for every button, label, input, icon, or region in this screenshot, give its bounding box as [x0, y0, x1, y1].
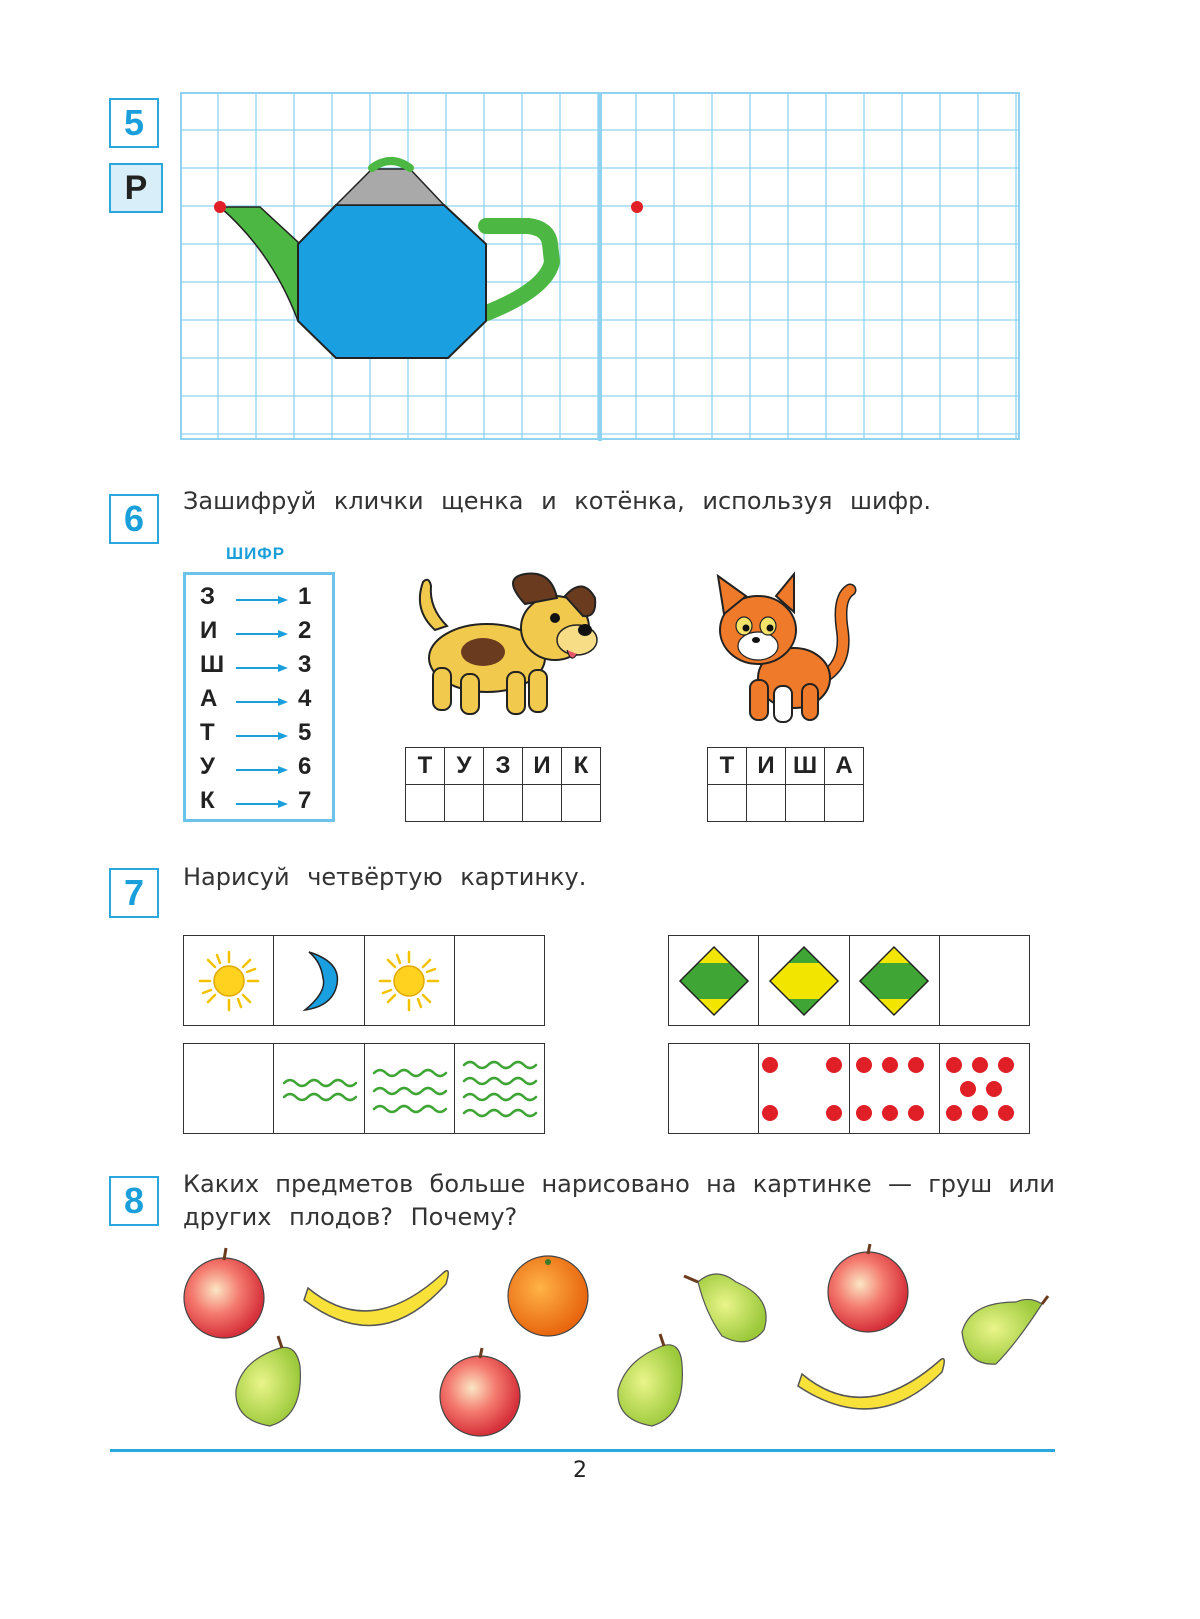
banana-icon	[304, 1271, 448, 1326]
strip-answer-cell[interactable]	[669, 1044, 759, 1133]
strip-cell	[940, 1044, 1029, 1133]
pear-icon	[618, 1334, 683, 1426]
start-dot-left	[214, 201, 226, 213]
arrow-right-icon	[236, 663, 288, 673]
cipher-digit: 1	[298, 583, 312, 610]
strip-cell	[184, 936, 274, 1025]
strip-cell	[365, 1044, 455, 1133]
task-5-tag: Р	[109, 163, 163, 213]
kitten-letter-cell: А	[825, 748, 864, 785]
arrow-right-icon	[236, 731, 288, 741]
cipher-row	[186, 753, 332, 787]
strip-cell	[274, 936, 364, 1025]
teapot-knob	[372, 161, 410, 168]
cipher-letter: К	[200, 787, 215, 814]
banana-icon	[798, 1359, 944, 1409]
start-dot-right	[631, 201, 643, 213]
diamond-icon	[858, 945, 930, 1017]
puppy-letter-cell: К	[562, 748, 601, 785]
arrow-right-icon	[236, 697, 288, 707]
waves-icon	[370, 1049, 448, 1129]
arrow-right-icon	[236, 765, 288, 775]
kitten-letter-cell: И	[747, 748, 786, 785]
arrow-right-icon	[236, 629, 288, 639]
pear-icon	[236, 1336, 301, 1426]
strip-cell	[850, 1044, 940, 1133]
puppy-letter-cell: Т	[406, 748, 445, 785]
puppy-answer-cell[interactable]	[445, 785, 484, 822]
kitten-answer-cell[interactable]	[708, 785, 747, 822]
cipher-row	[186, 685, 332, 719]
puppy-name-grid	[405, 747, 601, 822]
dots-4-icon	[760, 1049, 848, 1129]
strip-answer-cell[interactable]	[940, 936, 1029, 1025]
cipher-digit: 4	[298, 685, 312, 712]
arrow-right-icon	[236, 799, 288, 809]
task-5-number: 5	[109, 98, 159, 148]
orange-icon	[508, 1256, 588, 1336]
apple-icon	[440, 1348, 520, 1436]
task-7-text: Нарисуй четвёртую картинку.	[183, 863, 587, 891]
sun-icon	[196, 948, 262, 1014]
kitten-answer-cell[interactable]	[825, 785, 864, 822]
diamond-icon	[768, 945, 840, 1017]
strip-answer-cell[interactable]	[184, 1044, 274, 1133]
teapot-image	[214, 161, 552, 358]
diamond-icon	[678, 945, 750, 1017]
kitten-image	[710, 568, 860, 726]
kitten-letter-cell: Ш	[786, 748, 825, 785]
strip-cell	[759, 1044, 849, 1133]
puppy-answer-cell[interactable]	[562, 785, 601, 822]
strip-cell	[455, 1044, 544, 1133]
task-8-text-line-2: других плодов? Почему?	[183, 1203, 518, 1231]
cipher-row	[186, 651, 332, 685]
kitten-name-grid	[707, 747, 864, 822]
puppy-answer-cell[interactable]	[523, 785, 562, 822]
pear-icon	[962, 1296, 1048, 1364]
cipher-digit: 7	[298, 787, 312, 814]
puppy-letter-cell: З	[484, 748, 523, 785]
dots-6-icon	[850, 1049, 938, 1129]
cipher-row	[186, 787, 332, 821]
teapot-body	[298, 205, 486, 358]
apple-icon	[184, 1248, 264, 1338]
waves-icon	[460, 1049, 538, 1129]
task-7-number: 7	[109, 868, 159, 918]
puppy-answer-cell[interactable]	[406, 785, 445, 822]
moon-icon	[297, 948, 341, 1014]
cipher-row	[186, 719, 332, 753]
cipher-digit: 3	[298, 651, 312, 678]
sun-icon	[376, 948, 442, 1014]
puppy-image	[405, 570, 600, 725]
strip-cell	[669, 936, 759, 1025]
strip-cell	[365, 936, 455, 1025]
cipher-row	[186, 583, 332, 617]
cipher-row	[186, 617, 332, 651]
strip-cell	[274, 1044, 364, 1133]
teapot-spout	[220, 207, 300, 321]
cipher-letter: А	[200, 685, 218, 712]
kitten-answer-cell[interactable]	[747, 785, 786, 822]
task-8-text-line-1: Каких предметов больше нарисовано на картинке — груш или	[183, 1170, 1055, 1198]
footer-rule	[110, 1449, 1055, 1452]
strip-cell	[759, 936, 849, 1025]
cipher-title: ШИФР	[226, 544, 286, 563]
cipher-digit: 5	[298, 719, 312, 746]
cipher-digit: 2	[298, 617, 312, 644]
cipher-letter: У	[200, 753, 215, 780]
task-6-number: 6	[109, 494, 159, 544]
cipher-letter: З	[200, 583, 216, 610]
strip-cell	[850, 936, 940, 1025]
pattern-strip-diamonds	[668, 935, 1030, 1026]
fruits-image	[170, 1240, 1060, 1440]
task-8-number: 8	[109, 1176, 159, 1226]
apple-icon	[828, 1244, 908, 1332]
cipher-letter: Т	[200, 719, 215, 746]
task-6-text: Зашифруй клички щенка и котёнка, используя шифр.	[183, 487, 931, 515]
cipher-table	[183, 572, 335, 822]
page-number: 2	[573, 1458, 587, 1483]
strip-answer-cell[interactable]	[455, 936, 544, 1025]
puppy-letter-cell: И	[523, 748, 562, 785]
puppy-answer-cell[interactable]	[484, 785, 523, 822]
kitten-answer-cell[interactable]	[786, 785, 825, 822]
pattern-strip-sun-moon	[183, 935, 545, 1026]
cipher-letter: Ш	[200, 651, 225, 678]
teapot-lid	[336, 169, 444, 205]
kitten-letter-cell: Т	[708, 748, 747, 785]
arrow-right-icon	[236, 595, 288, 605]
puppy-letter-cell: У	[445, 748, 484, 785]
cipher-digit: 6	[298, 753, 312, 780]
pear-icon	[684, 1274, 766, 1342]
waves-icon	[280, 1049, 358, 1129]
cipher-letter: И	[200, 617, 218, 644]
teapot-handle	[484, 226, 552, 314]
task-5-grid	[180, 92, 1022, 441]
pattern-strip-dots	[668, 1043, 1030, 1134]
dots-8-icon	[940, 1049, 1028, 1129]
pattern-strip-waves	[183, 1043, 545, 1134]
